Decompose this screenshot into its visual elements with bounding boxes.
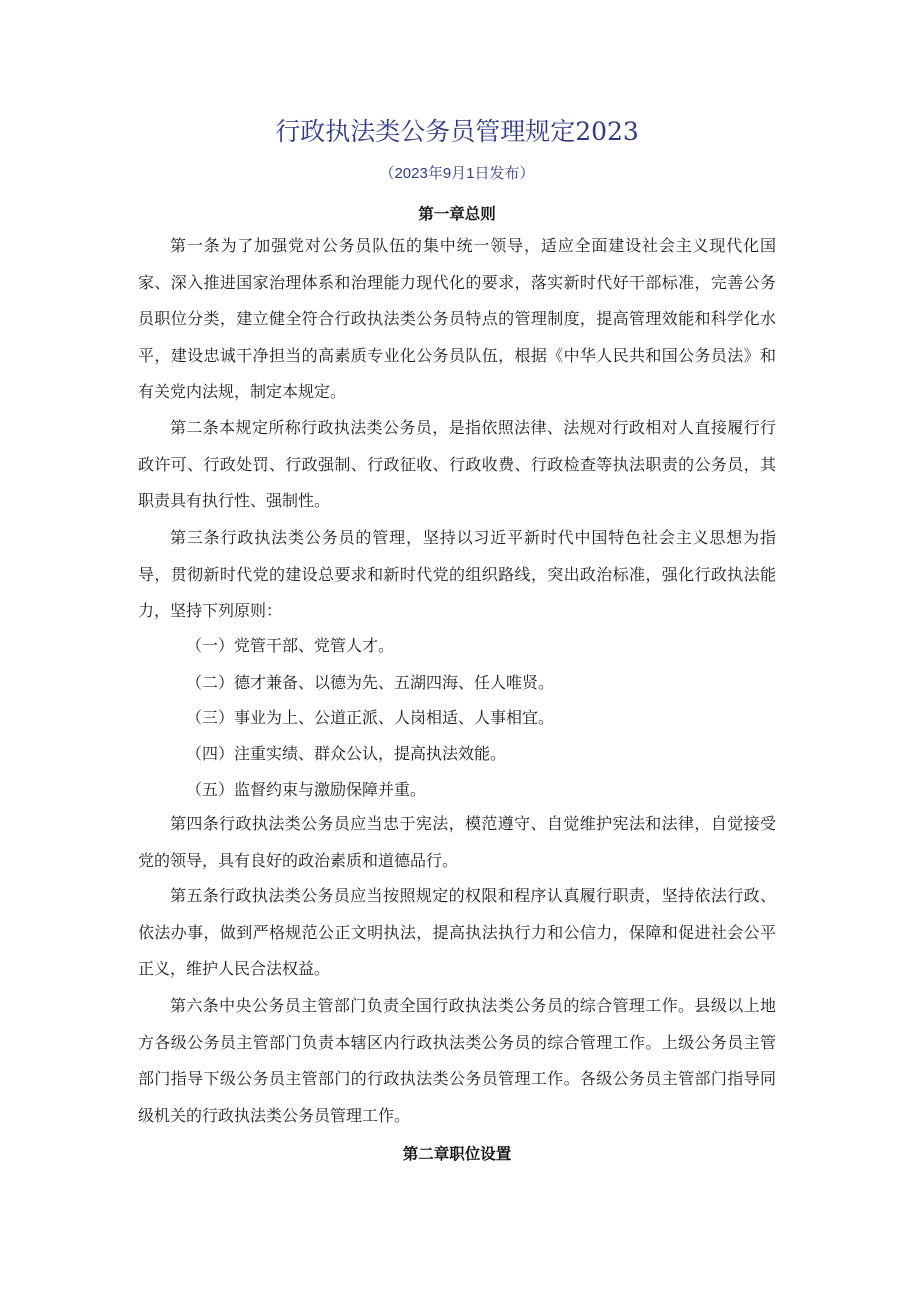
article-3: 第三条行政执法类公务员的管理，坚持以习近平新时代中国特色社会主义思想为指导，贯彻新时代党的建设总要求和新时代党的组织路线，突出政治标准，强化行政执法能力，坚持下列原则： (138, 528, 776, 620)
principle-item: （三）事业为上、公道正派、人岗相适、人事相宜。 (186, 708, 555, 727)
chapter-heading-2: 第二章职位设置 (402, 1144, 512, 1163)
article-2: 第二条本规定所称行政执法类公务员，是指依照法律、法规对行政相对人直接履行行政许可、行政处罚、行政强制、行政征收、行政收费、行政检查等执法职责的公务员，其职责具有执行性、强制性。 (138, 418, 776, 510)
principle-item: （四）注重实绩、群众公认，提高执法效能。 (186, 744, 507, 763)
chapter-heading-1: 第一章总则 (418, 204, 496, 223)
article-5: 第五条行政执法类公务员应当按照规定的权限和程序认真履行职责，坚持依法行政、依法办事，做到严格规范公正文明执法，提高执法执行力和公信力，保障和促进社会公平正义，维护人民合法权益。 (138, 886, 776, 978)
principle-item: （一）党管干部、党管人才。 (186, 636, 395, 655)
publish-date: （2023年9月1日发布） (379, 165, 535, 182)
article-1: 第一条为了加强党对公务员队伍的集中统一领导，适应全面建设社会主义现代化国家、深入推进国家治理体系和治理能力现代化的要求，落实新时代好干部标准，完善公务员职位分类，建立健全符合行政执法类公务员特点的管理制度，提高管理效能和科学化水平，建设忠诚干净担当的高素质专业化公务员队伍，根据《中华人民共和国公务员法》和有关党内法规，制定本规定。 (138, 236, 776, 401)
article-4: 第四条行政执法类公务员应当忠于宪法，模范遵守、自觉维护宪法和法律，自觉接受党的领导，具有良好的政治素质和道德品行。 (138, 814, 776, 870)
principle-item: （二）德才兼备、以德为先、五湖四海、任人唯贤。 (186, 673, 555, 692)
document-title: 行政执法类公务员管理规定2023 (275, 117, 639, 146)
principle-item: （五）监督约束与激励保障并重。 (186, 780, 427, 799)
article-6: 第六条中央公务员主管部门负责全国行政执法类公务员的综合管理工作。县级以上地方各级公务员主管部门负责本辖区内行政执法类公务员的综合管理工作。上级公务员主管部门指导下级公务员主管部门的行政执法类公务员管理工作。各级公务员主管部门指导同级机关的行政执法类公务员管理工作。 (138, 996, 776, 1125)
